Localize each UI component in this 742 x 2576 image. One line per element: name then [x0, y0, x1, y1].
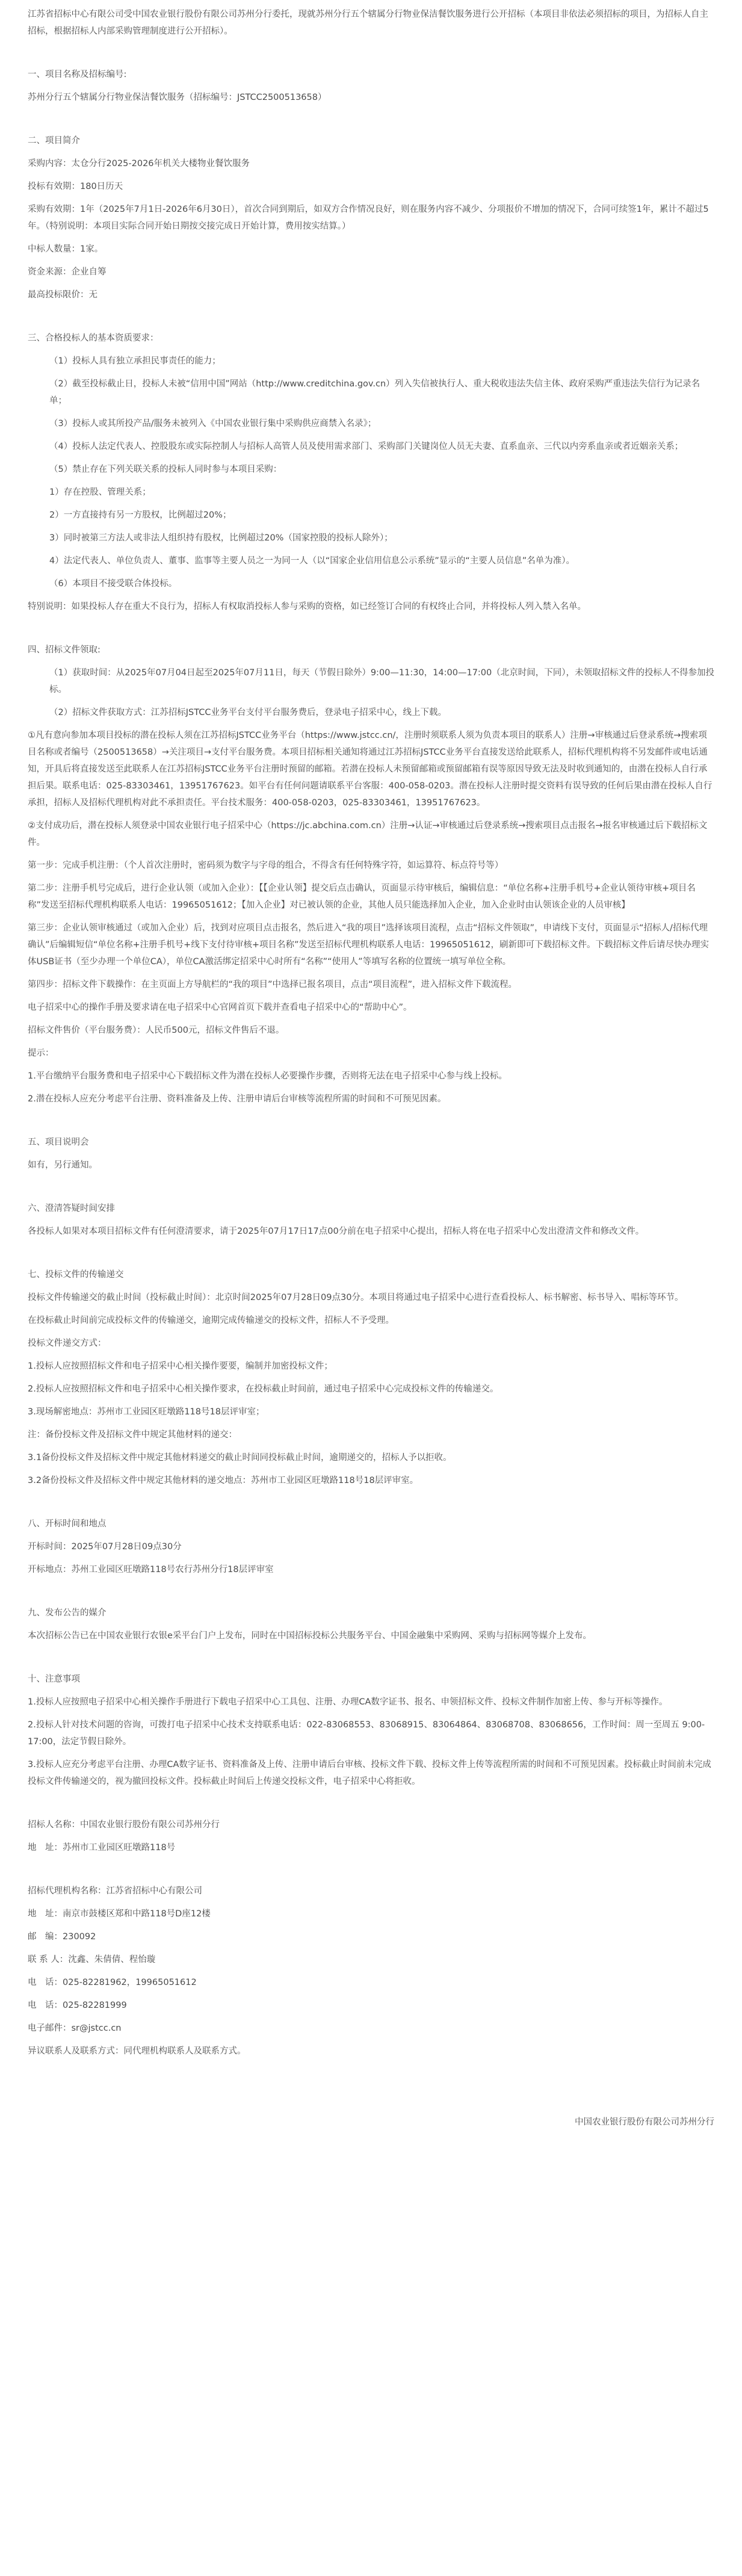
section-text: 投标文件传输递交的截止时间（投标截止时间）：北京时间2025年07月28日09点30分。本项目将通过电子招采中心进行查看投标人、标书解密、标书导入、唱标等环节。	[28, 1293, 684, 1302]
method-item: 3.现场解密地点：苏州市工业园区旺墩路118号18层评审室；	[28, 1407, 265, 1417]
hint-item: 2.潜在投标人应充分考虑平台注册、资料准备及上传、注册申请后台审核等流程所需的时间和不可预见因素。	[28, 1094, 447, 1104]
requirement-subitem: 3）同时被第三方法人或非法人组织持有股权，比例超过20%（国家控股的投标人除外）；	[49, 533, 393, 543]
requirement-item: （6）本项目不接受联合体投标。	[49, 579, 178, 589]
requirement-subitem: 2）一方直接持有另一方股权，比例超过20%；	[49, 510, 232, 520]
tenderer-address: 地 址：苏州市工业园区旺墩路118号	[28, 1843, 176, 1853]
special-note: 特别说明：如果投标人存在重大不良行为，招标人有权取消投标人参与采购的资格，如已经签订合同的有权终止合同，并将投标人列入禁入名单。	[28, 602, 586, 611]
issuer-signature: 中国农业银行股份有限公司苏州分行	[575, 2117, 714, 2127]
section-text: 如有，另行通知。	[28, 1160, 97, 1170]
section-qualifications	[28, 330, 714, 615]
method-item: 1.投标人应按照招标文件和电子招采中心相关操作要要，编制并加密投标文件；	[28, 1361, 333, 1371]
step-item: 第四步：招标文件下载操作：在主页面上方导航栏的“我的项目”中选择已报名项目，点击“项目流程”，进入招标文件下载流程。	[28, 980, 518, 989]
step-item: 第一步：完成手机注册：（个人首次注册时，密码须为数字与字母的组合，不得含有任何特殊字符，如运算符、标点符号等）	[28, 861, 504, 870]
section-heading: 六、澄清答疑时间安排	[28, 1204, 115, 1213]
section-project-name	[28, 66, 714, 106]
step-item: 第二步：注册手机号完成后，进行企业认领（或加入企业）：【【企业认领】提交后点击确认，页面显示待审核后，编辑信息：“单位名称+注册手机号+企业认领待审核+项目名称”发送至招标代理机构联系人电话：19965051612；【加入企业】对已被认领的企业，其他人员只能选择加入企业，加入企业时由认领该企业的人员审核】	[28, 884, 696, 910]
hint-label: 提示：	[28, 1048, 54, 1058]
section-project-summary	[28, 132, 714, 303]
section-heading: 十、注意事项	[28, 1674, 80, 1684]
section-text: （2）招标文件获取方式：江苏招标JSTCC业务平台支付平台服务费后，登录电子招采中心，线上下载。	[49, 708, 447, 717]
note-label: 注：备份投标文件及招标文件中规定其他材料的递交：	[28, 1430, 237, 1440]
section-media	[28, 1605, 714, 1644]
section-text: ①凡有意向参加本项目投标的潜在投标人须在江苏招标JSTCC业务平台（https://www.jstcc.cn/，注册时须联系人须为负责本项目的联系人）注册→审核通过后登录系统→搜索项目名称或者编号（2500513658）→关注项目→支付平台服务费。本项目招标相关通知将通过江苏招标JSTCC业务平台直接发送给此联系人，招标代理机构将不另发邮件或电话通知，开具后将直接发送至此联系人在江苏招标JSTCC业务平台注册时预留的邮箱。若潜在投标人未预留邮箱或预留邮箱有误等原因导致无法及时收到通知的，由潜在投标人自行承担后果。联系电话：025-83303461，13951767623。如平台有任何问题请联系平台客服：400-058-0203。潜在投标人注册时提交资料有误导致的任何后果由潜在投标人自行承担，招标人及招标代理机构对此不承担责任。平台技术服务：400-058-0203，025-83303461，13951767623。	[28, 731, 713, 808]
agent-contact	[28, 1883, 714, 2060]
section-bid-submission	[28, 1266, 714, 1489]
section-opening	[28, 1516, 714, 1578]
section-text: 各投标人如果对本项目招标文件有任何澄清要求，请于2025年07月17日17点00分前在电子招采中心提出，招标人将在电子招采中心发出澄清文件和修改文件。	[28, 1227, 645, 1236]
section-text: 在投标截止时间前完成投标文件的传输递交，逾期完成传输递交的投标文件，招标人不予受理。	[28, 1316, 394, 1325]
notice-item: 2.投标人针对技术问题的咨询，可拨打电子招采中心技术支持联系电话：022-83068553、83068915、83064864、83068708、83068656，工作时间：周一至周五 9:00-17:00，法定节假日除外。	[28, 1720, 705, 1747]
requirement-item: （3）投标人或其所投产品/服务未被列入《中国农业银行集中采购供应商禁入名录》；	[49, 419, 377, 429]
agent-email: 电子邮件：sr@jstcc.cn	[28, 2023, 122, 2033]
section-heading: 二、项目简介	[28, 136, 80, 146]
section-text: ②支付成功后，潜在投标人须登录中国农业银行电子招采中心（https://jc.abchina.com.cn）注册→认证→审核通过后登录系统→搜索项目点击报名→报名审核通过后下载招标文件。	[28, 821, 708, 847]
agent-phone-2: 电 话：025-82281999	[28, 2001, 127, 2010]
tenderer-contact	[28, 1816, 714, 1856]
section-text: 资金来源：企业自筹	[28, 267, 107, 277]
section-heading: 九、发布公告的媒介	[28, 1608, 107, 1618]
intro-paragraph: 江苏省招标中心有限公司受中国农业银行股份有限公司苏州分行委托，现就苏州分行五个辖属分行物业保洁餐饮服务进行公开招标（本项目非依法必须招标的项目，为招标人自主招标，根据招标人内部采购管理制度进行公开招标）。	[28, 10, 708, 36]
objection-contact: 异议联系人及联系方式：同代理机构联系人及联系方式。	[28, 2046, 246, 2056]
notice-item: 1.投标人应按照电子招采中心相关操作手册进行下载电子招采中心工具包、注册、办理CA数字证书、报名、申领招标文件、投标文件制作加密上传、参与开标等操作。	[28, 1697, 668, 1707]
section-text: 苏州分行五个辖属分行物业保洁餐饮服务（招标编号：JSTCC2500513658）	[28, 93, 327, 102]
section-text: 最高投标限价：无	[28, 290, 97, 300]
section-heading: 四、招标文件领取:	[28, 645, 100, 655]
agent-contact-person: 联 系 人：沈鑫、朱倩倩、程怡璇	[28, 1955, 156, 1965]
section-heading: 三、合格投标人的基本资质要求：	[28, 333, 159, 343]
section-document-collection	[28, 642, 714, 1107]
section-text: 中标人数量：1家。	[28, 244, 104, 254]
agent-address: 地 址：南京市鼓楼区郑和中路118号D座12楼	[28, 1909, 211, 1919]
section-briefing	[28, 1134, 714, 1174]
section-text: 采购内容：太仓分行2025-2026年机关大楼物业餐饮服务	[28, 159, 250, 169]
section-heading: 七、投标文件的传输递交	[28, 1270, 124, 1280]
section-text: 投标有效期：180日历天	[28, 182, 123, 191]
requirement-item: （4）投标人法定代表人、控股股东或实际控制人与招标人高管人员及使用需求部门、采购部门关键岗位人员无夫妻、直系血亲、三代以内旁系血亲或者近姻亲关系；	[49, 442, 684, 451]
requirement-item: （5）禁止存在下列关联关系的投标人同时参与本项目采购：	[49, 465, 282, 474]
requirement-item: （2）截至投标截止日，投标人未被“信用中国”网站（http://www.creditchina.gov.cn）列入失信被执行人、重大税收违法失信主体、政府采购严重违法失信行为记录名单；	[49, 379, 700, 406]
section-clarification	[28, 1200, 714, 1240]
note-item: 3.2备份投标文件及招标文件中规定其他材料的递交地点：苏州市工业园区旺墩路118号18层评审室。	[28, 1476, 419, 1485]
section-heading: 八、开标时间和地点	[28, 1519, 107, 1529]
requirement-subitem: 1）存在控股、管理关系；	[49, 488, 151, 497]
opening-place: 开标地点：苏州工业园区旺墩路118号农行苏州分行18层评审室	[28, 1565, 274, 1574]
section-heading: 一、项目名称及招标编号:	[28, 70, 127, 79]
hint-item: 1.平台缴纳平台服务费和电子招采中心下载招标文件为潜在投标人必要操作步骤，否则将无法在电子招采中心参与线上投标。	[28, 1071, 507, 1081]
agent-phone: 电 话：025-82281962，19965051612	[28, 1978, 197, 1987]
requirement-item: （1）投标人具有独立承担民事责任的能力；	[49, 356, 221, 366]
note-item: 3.1备份投标文件及招标文件中规定其他材料递交的截止时间同投标截止时间，逾期递交的，招标人予以拒收。	[28, 1453, 452, 1463]
section-text: 采购有效期：1年（2025年7月1日-2026年6月30日），首次合同到期后，如双方合作情况良好，则在服务内容不减少、分项报价不增加的情况下，合同可续签1年，累计不超过5年。（特别说明：本项目实际合同开始日期按交接完成日开始计算，费用按实结算。）	[28, 205, 709, 231]
requirement-subitem: 4）法定代表人、单位负责人、董事、监事等主要人员之一为同一人（以“国家企业信用信息公示系统”显示的“主要人员信息”名单为准）。	[49, 556, 575, 566]
agent-name: 招标代理机构名称：江苏省招标中心有限公司	[28, 1886, 202, 1896]
section-text: （1）获取时间：从2025年07月04日起至2025年07月11日，每天（节假日除外）9:00—11:30，14:00—17:00（北京时间，下同），未领取招标文件的投标人不得参加投标。	[49, 668, 714, 695]
agent-zip: 邮 编：230092	[28, 1932, 96, 1942]
section-heading: 五、项目说明会	[28, 1138, 89, 1147]
tenderer-name: 招标人名称：中国农业银行股份有限公司苏州分行	[28, 1820, 220, 1830]
section-text: 本次招标公告已在中国农业银行农银e采平台门户上发布，同时在中国招标投标公共服务平台、中国金融集中采购网、采购与招标网等媒介上发布。	[28, 1631, 592, 1641]
step-item: 第三步：企业认领审核通过（或加入企业）后，找到对应项目点击报名，然后进入“我的项目”选择该项目流程，点击“招标文件领取”，申请线下支付，页面显示“招标人/招标代理确认”后编辑短信“单位名称+注册手机号+线下支付待审核+项目名称”发送至招标代理机构联系人电话：19965051612，刷新即可下载招标文件。下载招标文件后请尽快办理实体USB证书（至少办理一个单位CA），单位CA激活绑定招采中心时所有“名称”“使用人”等填写名称的位置统一填写单位全称。	[28, 923, 709, 967]
method-item: 2.投标人应按照招标文件和电子招采中心相关操作要求，在投标截止时间前，通过电子招采中心完成投标文件的传输递交。	[28, 1384, 499, 1394]
notice-item: 3.投标人应充分考虑平台注册、办理CA数字证书、资料准备及上传、注册申请后台审核、投标文件下载、投标文件上传等流程所需的时间和不可预见因素。投标截止时间前未完成投标文件传输递交的，视为撤回投标文件。投标截止时间后上传递交投标文件，电子招采中心将拒收。	[28, 1760, 711, 1786]
section-text: 投标文件递交方式：	[28, 1339, 107, 1348]
fee-text: 招标文件售价（平台服务费）：人民币500元，招标文件售后不退。	[28, 1026, 285, 1035]
opening-time: 开标时间：2025年07月28日09点30分	[28, 1542, 182, 1552]
section-text: 电子招采中心的操作手册及要求请在电子招采中心官网首页下载并查看电子招采中心的“帮助中心”。	[28, 1003, 412, 1012]
section-notes	[28, 1671, 714, 1790]
